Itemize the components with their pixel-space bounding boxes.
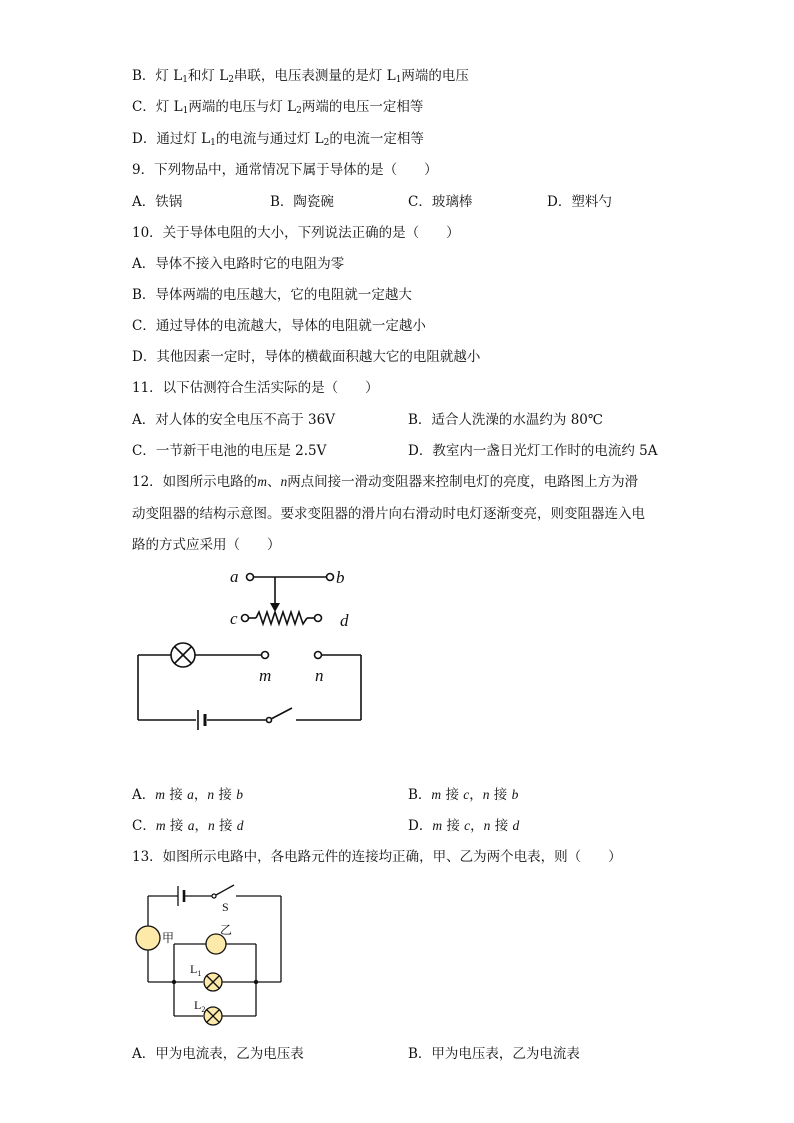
q13-stem: 13．如图所示电路中，各电路元件的连接均正确，甲、乙为两个电表，则（ ） [132,849,622,865]
rheostat-terminal-b: b [336,568,345,587]
q10-option-d: D．其他因素一定时，导体的横截面积越大它的电阻就越小 [132,349,481,365]
q9-option-c: C．玻璃棒 [408,194,473,210]
q11-option-c: C．一节新干电池的电压是 2.5V [132,443,327,459]
rheostat-terminal-a: a [230,567,239,586]
lamp-l1-label: $L_1$ [190,962,202,978]
q9-option-a: A．铁锅 [132,194,183,210]
circuit-point-m: m [259,666,272,685]
q13-circuit-figure [128,876,298,1036]
q13-option-b: B．甲为电压表，乙为电流表 [408,1046,580,1062]
q10-option-c: C．通过导体的电流越大，导体的电阻就一定越小 [132,318,426,334]
q11-option-d: D．教室内一盏日光灯工作时的电流约 5A [408,443,658,459]
switch-label-s: S [222,900,229,914]
q9-option-b: B．陶瓷碗 [270,194,334,210]
rheostat-terminal-d: d [340,611,349,630]
circuit-point-n: n [315,666,324,685]
q11-option-b: B．适合人洗澡的水温约为 80℃ [408,412,603,428]
lamp-l2-label: $L_2$ [194,998,206,1014]
q8-option-c: C．灯 $L_1$两端的电压与灯 $L_2$两端的电压一定相等 [132,99,424,116]
q12-option-a: A．m 接 a，n 接 b [132,787,243,803]
q11-option-a: A．对人体的安全电压不高于 36V [132,412,335,428]
q13-option-a: A．甲为电流表，乙为电压表 [132,1046,304,1062]
rheostat-terminal-c: c [230,609,238,628]
q12-stem-line2: 动变阻器的结构示意图。要求变阻器的滑片向右滑动时电灯逐渐变亮，则变阻器连入电 [132,506,645,522]
meter-yi-label: 乙 [220,923,233,937]
q10-option-b: B．导体两端的电压越大，它的电阻就一定越大 [132,287,412,303]
q11-stem: 11．以下估测符合生活实际的是（ ） [132,380,379,396]
q9-stem: 9．下列物品中，通常情况下属于导体的是（ ） [132,162,438,178]
q10-stem: 10．关于导体电阻的大小，下列说法正确的是（ ） [132,225,460,241]
q12-option-d: D．m 接 c，n 接 d [408,818,520,834]
q8-option-d: D．通过灯 $L_1$的电流与通过灯 $L_2$的电流一定相等 [132,131,424,148]
q12-option-b: B．m 接 c，n 接 b [408,787,519,803]
q10-option-a: A．导体不接入电路时它的电阻为零 [132,256,345,272]
q12-circuit-figure [120,560,380,730]
q9-option-d: D．塑料勺 [547,194,612,210]
q8-option-b: B．灯 $L_1$和灯 $L_2$串联，电压表测量的是灯 $L_1$两端的电压 [132,68,469,85]
q12-option-c: C．m 接 a，n 接 d [132,818,244,834]
meter-jia-label: 甲 [162,931,175,945]
q12-stem-line1: 12．如图所示电路的m、n两点间接一滑动变阻器来控制电灯的亮度，电路图上方为滑 [132,474,639,490]
q12-stem-line3: 路的方式应采用（ ） [132,537,281,553]
